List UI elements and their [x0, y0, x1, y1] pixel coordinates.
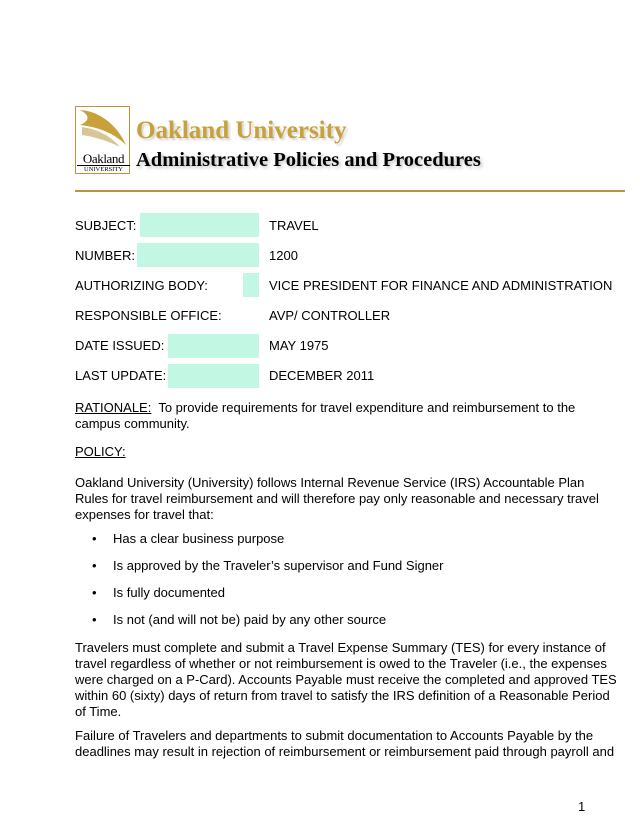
last-update-label: LAST UPDATE: — [75, 368, 167, 383]
responsible-office-label: RESPONSIBLE OFFICE: — [75, 308, 222, 323]
last-update-value: DECEMBER 2011 — [269, 368, 375, 383]
bullet-marker: • — [92, 531, 97, 546]
rationale-paragraph — [75, 400, 620, 432]
bullet-marker: • — [92, 585, 97, 600]
bullet-marker: • — [92, 558, 97, 573]
subject-value: TRAVEL — [269, 218, 319, 233]
failure-paragraph: Failure of Travelers and departments to submit documentation to Accounts Payable by the deadlines may result in rejection of reimbursement or reimbursement paid through payroll and — [75, 728, 615, 759]
policy-intro: Oakland University (University) follows Internal Revenue Service (IRS) Accountable Plan Rules for travel reimbursement and will therefore pay only reasonable and necessary travel expenses for travel that: — [75, 475, 599, 522]
logo-wordmark: Oakland — [82, 151, 125, 166]
list-item: Is not (and will not be) paid by any other source — [113, 612, 387, 627]
sail-icon — [76, 107, 129, 153]
bullet-marker: • — [92, 612, 97, 627]
number-value: 1200 — [269, 248, 298, 263]
university-name: Oakland University — [136, 117, 347, 144]
list-item: Is approved by the Traveler’s supervisor and Fund Signer — [113, 558, 444, 573]
meta-row-subject — [75, 214, 620, 238]
number-label: NUMBER: — [75, 248, 135, 263]
page-number: 1 — [578, 799, 586, 814]
meta-row-date-issued — [75, 334, 620, 358]
authorizing-body-label: AUTHORIZING BODY: — [75, 278, 208, 293]
policy-heading: POLICY: — [75, 444, 126, 459]
logo-subtitle: UNIVERSITY — [77, 165, 130, 174]
date-issued-value: MAY 1975 — [269, 338, 329, 353]
date-issued-label: DATE ISSUED: — [75, 338, 165, 353]
rationale-text: To provide requirements for travel expenditure and reimbursement to the campus community. — [75, 400, 576, 431]
meta-row-last-update — [75, 364, 620, 388]
meta-row-responsible-office — [75, 304, 620, 328]
document-series-title: Administrative Policies and Procedures — [136, 149, 481, 171]
authorizing-body-value: VICE PRESIDENT FOR FINANCE AND ADMINISTRATION — [269, 278, 613, 293]
meta-row-number — [75, 244, 620, 268]
subject-label: SUBJECT: — [75, 218, 137, 233]
rationale-heading: RATIONALE: — [75, 400, 152, 415]
responsible-office-value: AVP/ CONTROLLER — [269, 308, 391, 323]
header-rule — [75, 190, 625, 192]
university-logo — [75, 106, 130, 174]
list-item: Has a clear business purpose — [113, 531, 285, 546]
tes-paragraph: Travelers must complete and submit a Travel Expense Summary (TES) for every instance of travel regardless of whether or not reimbursement is owed to the Traveler (i.e., the expenses were charged on a P-Card). Accounts Payable must receive the completed and approved TES within 60 (sixty) days of return from travel to satisfy the IRS definition of a Reasonable Period of Time. — [75, 640, 617, 719]
list-item: Is fully documented — [113, 585, 226, 600]
meta-row-authorizing-body — [75, 274, 620, 298]
